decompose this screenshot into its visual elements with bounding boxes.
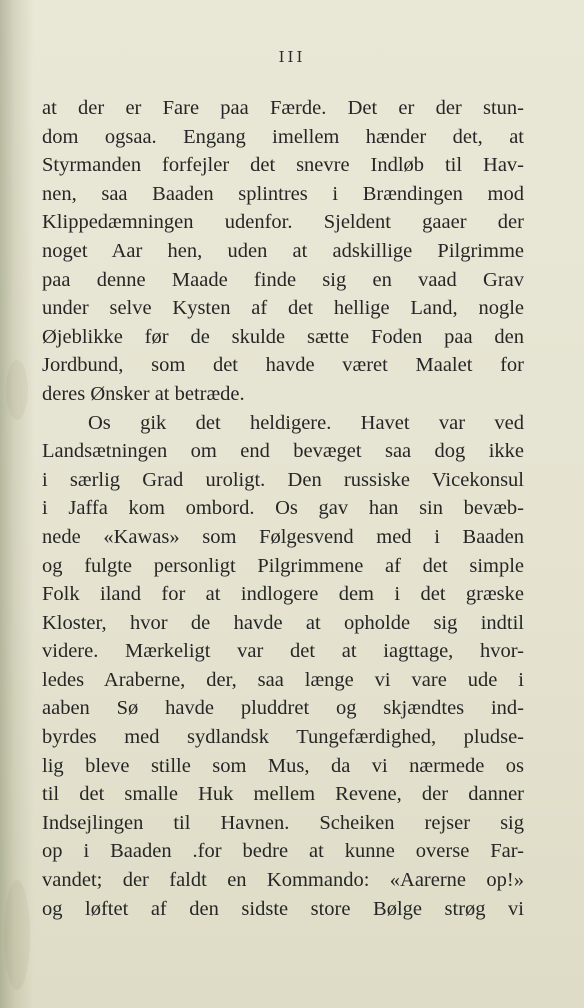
text-line: Indsejlingen til Havnen. Scheiken rejser sig <box>42 811 524 834</box>
text-line: paa denne Maade finde sig en vaad Grav <box>42 268 524 291</box>
body-text <box>42 94 524 923</box>
text-line: byrdes med sydlandsk Tungefærdighed, pludse- <box>42 726 524 749</box>
text-line: vandet; der faldt en Kommando: «Aarerne op!» <box>42 869 524 892</box>
text-line: Øjeblikke før de skulde sætte Foden paa den <box>42 325 524 348</box>
text-line: Landsætningen om end bevæget saa dog ikke <box>42 440 524 463</box>
text-line: ledes Araberne, der, saa længe vi vare ude i <box>42 668 524 691</box>
text-line: i Jaffa kom ombord. Os gav han sin bevæb- <box>42 497 524 520</box>
text-line: deres Ønsker at betræde. <box>42 382 245 405</box>
text-line: op i Baaden .for bedre at kunne overse Far- <box>42 840 524 863</box>
text-line: Klippedæmningen udenfor. Sjeldent gaaer der <box>42 211 524 234</box>
text-line: nede «Kawas» som Følgesvend med i Baaden <box>42 525 524 548</box>
text-line: i særlig Grad uroligt. Den russiske Vicekonsul <box>42 468 524 491</box>
text-line: Styrmanden forfejler det snevre Indløb til Hav- <box>42 154 524 177</box>
text-line: Os gik det heldigere. Havet var ved <box>88 411 524 434</box>
text-line: under selve Kysten af det hellige Land, nogle <box>42 297 524 320</box>
text-line: til det smalle Huk mellem Revene, der danner <box>42 783 524 806</box>
text-line: at der er Fare paa Færde. Det er der stun- <box>42 97 524 119</box>
text-line: og løftet af den sidste store Bølge strøg vi <box>42 897 524 920</box>
text-line: lig bleve stille som Mus, da vi nærmede os <box>42 754 524 777</box>
text-line: dom ogsaa. Engang imellem hænder det, at <box>42 125 524 148</box>
text-line: aaben Sø havde pluddret og skjændtes ind- <box>42 697 524 720</box>
text-line: Kloster, hvor de havde at opholde sig indtil <box>42 611 524 634</box>
page-stain <box>4 880 30 990</box>
page-number: III <box>278 48 306 66</box>
text-line: videre. Mærkeligt var det at iagttage, hvor- <box>42 640 524 663</box>
page-stain <box>6 360 28 420</box>
text-line: og fulgte personligt Pilgrimmene af det simple <box>42 554 524 577</box>
text-line: Folk iland for at indlogere dem i det græske <box>42 583 524 606</box>
text-line: Jordbund, som det havde været Maalet for <box>42 354 524 377</box>
text-line: nen, saa Baaden splintres i Brændingen mod <box>42 182 524 205</box>
text-line: noget Aar hen, uden at adskillige Pilgrimme <box>42 239 524 262</box>
